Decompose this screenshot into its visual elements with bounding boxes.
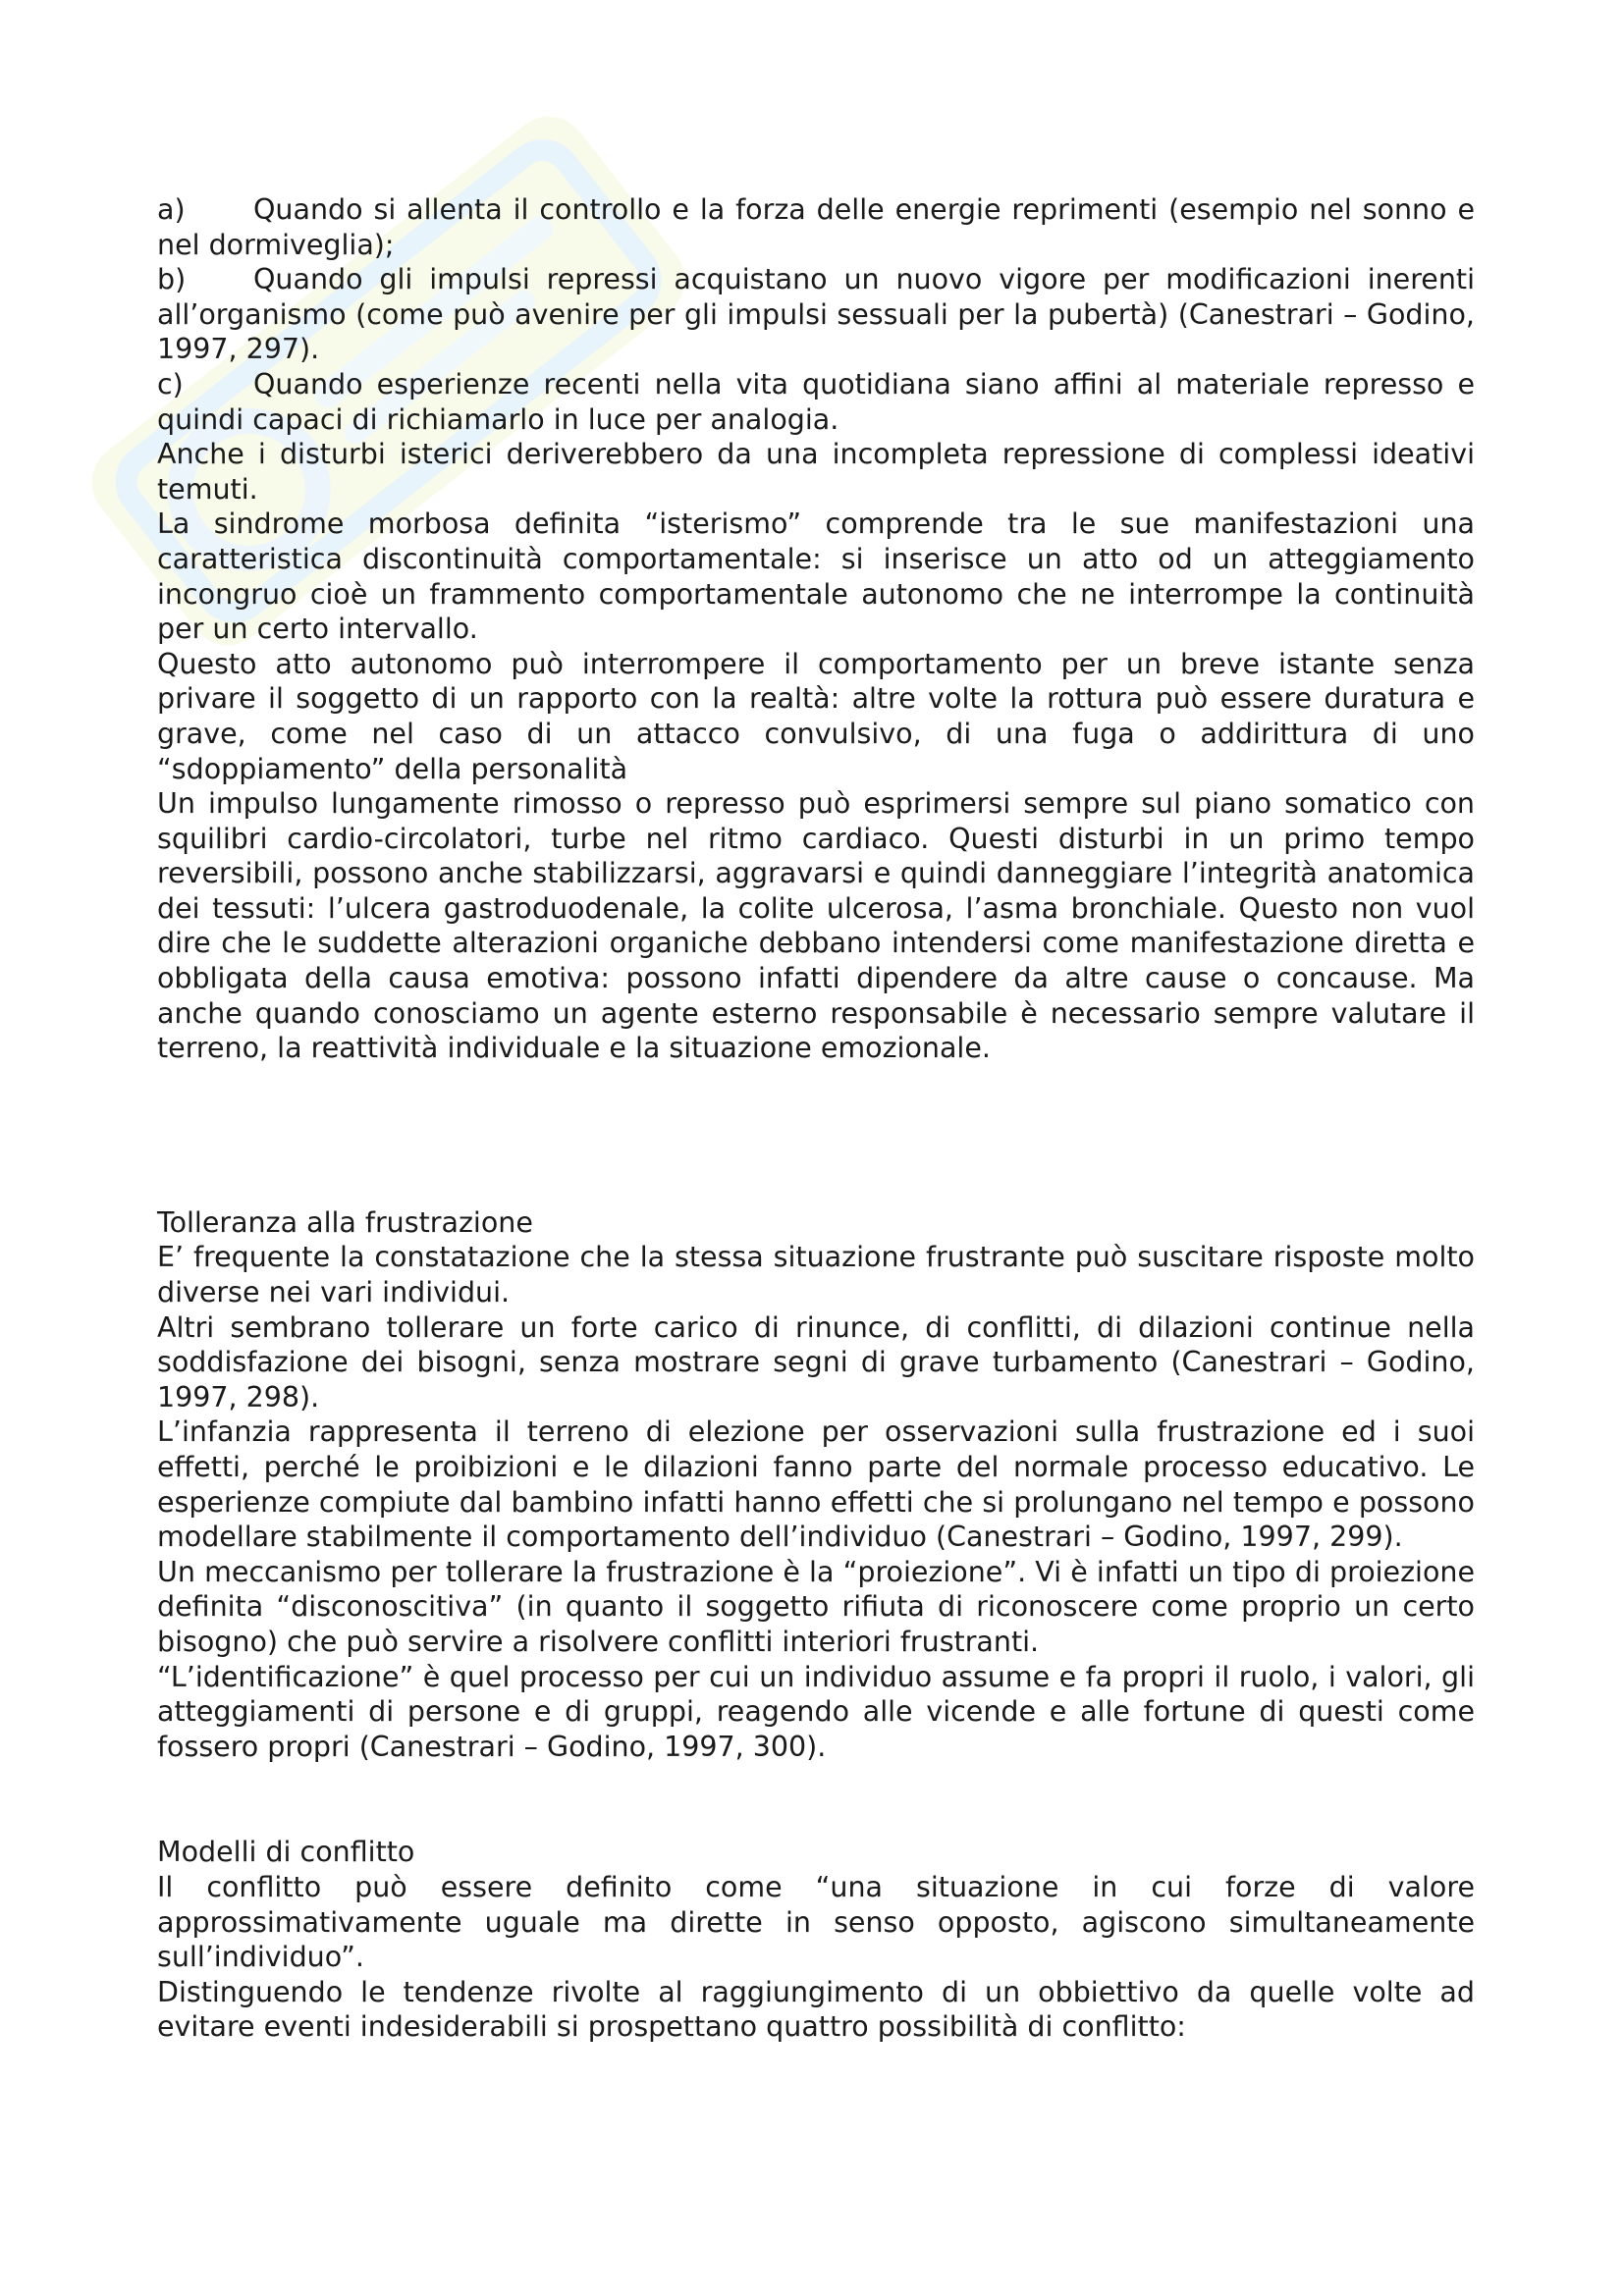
- list-item: [157, 262, 1475, 367]
- list-item-text: Quando si allenta il controllo e la forza delle energie reprimenti (esempio nel sonno e nel dormiveglia);: [157, 193, 1475, 261]
- paragraph: La sindrome morbosa definita “isterismo” comprende tra le sue manifestazioni una caratteristica discontinuità comportamentale: si inserisce un atto od un atteggiamento incongruo cioè un frammento comportamentale autonomo che ne interrompe la continuità per un certo intervallo.: [157, 507, 1475, 646]
- list-item: [157, 367, 1475, 437]
- spacer: [157, 1764, 1475, 1835]
- section-heading: Modelli di conflitto: [157, 1836, 415, 1869]
- list-marker: c): [157, 367, 184, 400]
- list-marker: b): [157, 263, 187, 296]
- spacer: [157, 1066, 1475, 1205]
- paragraph: Distinguendo le tendenze rivolte al raggiungimento di un obbiettivo da quelle volte ad evitare eventi indesiderabili si prospettano quattro possibilità di conflitto:: [157, 1975, 1475, 2044]
- paragraph: Un impulso lungamente rimosso o represso può esprimersi sempre sul piano somatico con squilibri cardio-circolatori, turbe nel ritmo cardiaco. Questi disturbi in un primo tempo reversibili, possono anche stabilizzarsi, aggravarsi e quindi danneggiare l’integrità anatomica dei tessuti: l’ulcera gastroduodenale, la colite ulcerosa, l’asma bronchiale. Questo non vuol dire che le suddette alterazioni organiche debbano intendersi come manifestazione diretta e obbligata della causa emotiva: possono infatti dipendere da altre cause o concause. Ma anche quando conosciamo un agente esterno responsabile è necessario sempre valutare il terreno, la reattività individuale e la situazione emozionale.: [157, 787, 1475, 1065]
- paragraph: L’infanzia rappresenta il terreno di elezione per osservazioni sulla frustrazione ed i suoi effetti, perché le proibizioni e le dilazioni fanno parte del normale processo educativo. Le esperienze compiute dal bambino infatti hanno effetti che si prolungano nel tempo e possono modellare stabilmente il comportamento dell’individuo (Canestrari – Godino, 1997, 299).: [157, 1415, 1475, 1554]
- list-item: [157, 192, 1475, 262]
- paragraph: Un meccanismo per tollerare la frustrazione è la “proiezione”. Vi è infatti un tipo di proiezione definita “disconoscitiva” (in quanto il soggetto rifiuta di riconoscere come proprio un certo bisogno) che può servire a risolvere conflitti interiori frustranti.: [157, 1555, 1475, 1658]
- paragraph: Il conflitto può essere definito come “una situazione in cui forze di valore approssimativamente uguale ma dirette in senso opposto, agiscono simultaneamente sull’individuo”.: [157, 1870, 1475, 1974]
- paragraph: Anche i disturbi isterici deriverebbero da una incompleta repressione di complessi ideativi temuti.: [157, 438, 1475, 506]
- list-item-text: Quando gli impulsi repressi acquistano un nuovo vigore per modificazioni inerenti all’organismo (come può avenire per gli impulsi sessuali per la pubertà) (Canestrari – Godino, 1997, 297).: [157, 263, 1475, 366]
- paragraph: Altri sembrano tollerare un forte carico di rinunce, di conflitti, di dilazioni continue nella soddisfazione dei bisogni, senza mostrare segni di grave turbamento (Canestrari – Godino, 1997, 298).: [157, 1310, 1475, 1414]
- paragraph: Questo atto autonomo può interrompere il comportamento per un breve istante senza privare il soggetto di un rapporto con la realtà: altre volte la rottura può essere duratura e grave, come nel caso di un attacco convulsivo, di una fuga o addirittura di uno “sdoppiamento” della personalità: [157, 647, 1475, 785]
- paragraph: E’ frequente la constatazione che la stessa situazione frustrante può suscitare risposte molto diverse nei vari individui.: [157, 1241, 1475, 1309]
- list-marker: a): [157, 193, 186, 226]
- document-body: [157, 192, 1475, 2045]
- paragraph: “L’identificazione” è quel processo per cui un individuo assume e fa propri il ruolo, i valori, gli atteggiamenti di persone e di gruppi, reagendo alle vicende e alle fortune di questi come fossero propri (Canestrari – Godino, 1997, 300).: [157, 1660, 1475, 1763]
- section-heading: Tolleranza alla frustrazione: [157, 1205, 533, 1239]
- list-item-text: Quando esperienze recenti nella vita quotidiana siano affini al materiale represso e quindi capaci di richiamarlo in luce per analogia.: [157, 367, 1475, 436]
